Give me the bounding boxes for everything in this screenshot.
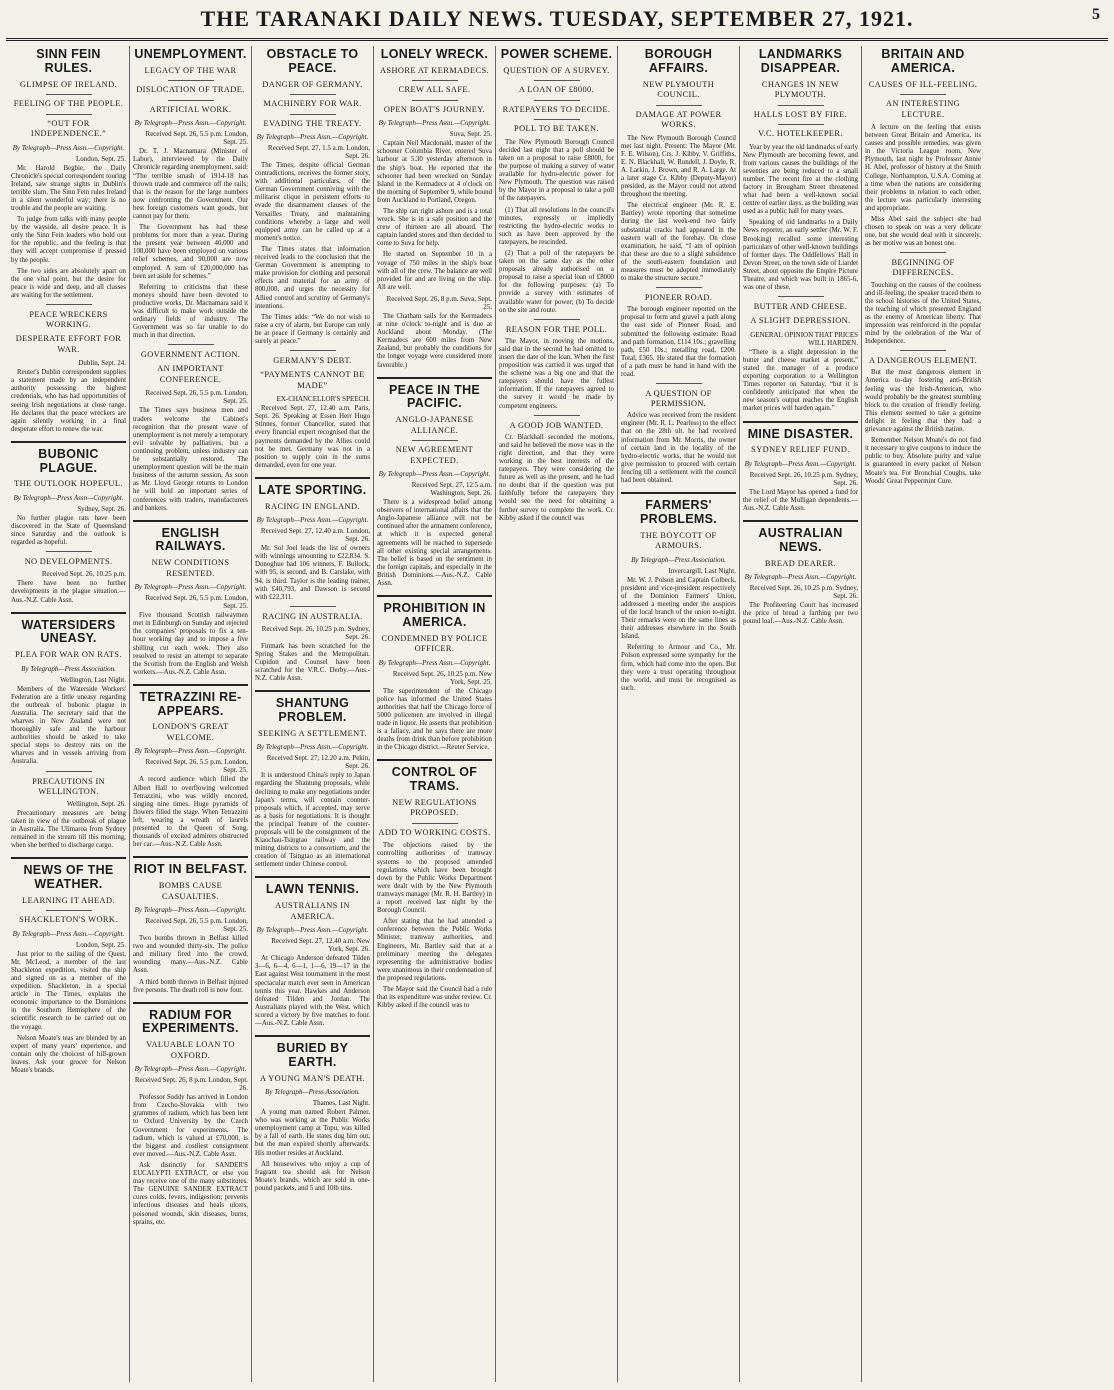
deck-rule (412, 440, 458, 441)
article-deck: RATEPAYERS TO DECIDE. (502, 104, 611, 114)
section-rule (534, 319, 580, 320)
article-dateline: By Telegraph—Press Assn.—Copyright. (378, 658, 491, 667)
story-divider (377, 595, 492, 597)
section-heading: NO DEVELOPMENTS. (24, 557, 113, 567)
section-heading: PRECAUTIONS IN WELLINGTON. (32, 776, 105, 796)
article-dateline: By Telegraph—Press Assn.—Copyright. (378, 119, 491, 128)
section-heading: GERMANY'S DEBT. (273, 356, 352, 366)
article-paragraph: Dr. T. J. Macnamara (Minister of Labor), interviewed by the Daily Chronicle regarding unemployment, said: “The terrible smash of 1914-18 has thrown trade and commerce off the rails; that is the reason for the large numbers now confronting the Government. Our best foreign customers want goods, but cannot pay for them. (133, 148, 248, 220)
deck-rule (412, 80, 458, 81)
article-headline: LATE SPORTING. (258, 482, 367, 497)
article-headline: RADIUM FOR EXPERIMENTS. (142, 1007, 239, 1036)
article (133, 1009, 248, 1227)
deck-rule (534, 80, 580, 81)
article (377, 48, 492, 370)
newspaper-columns (8, 46, 1108, 1382)
article-dateline: By Telegraph—Press Assn.—Copyright. (256, 516, 369, 525)
article (377, 384, 492, 589)
article-headline: UNEMPLOYMENT. (134, 47, 247, 61)
article-paragraph: Members of the Waterside Workers' Federation are a little uneasy regarding the outbreak of bubonic plague in Australia. The secretary said that the wharves in New Zealand were not thoroughly safe and the harbour authorities should be asked to take special steps to destroy rats on the wharves and in vessels arriving from Australia. (11, 685, 126, 766)
story-divider (255, 477, 370, 479)
article-place: Sydney, Sept. 26. (77, 504, 126, 513)
article-deck: FEELING OF THE PEOPLE. (13, 99, 124, 108)
deck-rule (46, 910, 92, 911)
story-divider (133, 684, 248, 686)
article-deck: NEW REGULATIONS PROPOSED. (392, 797, 477, 818)
article-paragraph: The superintendent of the Chicago police has informed the United States authorities that half the Chicago force of 5000 policemen are involved in illegal trade in liquor. He asserts that prohibition is a fallacy, and he says there are more deaths from drink than before prohibition in the Chicago district.—Reuter Service. (377, 687, 492, 752)
article-dateline: By Telegraph—Press Assn.—Copyright. (256, 743, 369, 752)
article (743, 48, 858, 414)
article-dateline: By Telegraph—Press Assn.—Copyright. (744, 573, 857, 582)
column (374, 46, 496, 1382)
article (133, 691, 248, 849)
section-paragraph: There have been no further developments in the plague situation.—Aus.-N.Z. Cable Assn. (11, 580, 126, 604)
article-deck: “OUT FOR INDEPENDENCE.” (30, 118, 107, 138)
section-rule (46, 304, 92, 305)
masthead (0, 0, 1114, 40)
article-paragraph: After stating that he had attended a conference between the Public Works Minister, tramway authorities, and Engineers, Mr. Bartley said that at a preliminary meeting the delegates representing the administrative bodies were unanimous in their condemnation of the proposed regulations. (377, 918, 493, 982)
column (862, 46, 984, 1382)
article-headline: ENGLISH RAILWAYS. (155, 525, 226, 554)
article-paragraph: The Times, despite official German contradictions, receives the former story, with additional particulars, of the German Government conniving with the militarist clique in persistent efforts to evade the disarmament clauses of the Versailles Treaty, and maintaining conditions whereby a large and well equipped army can be called up at a moment's notice. (255, 162, 370, 242)
article-paragraph: Mr. W. J. Polson and Captain Colbeck, president and vice-president respectively of the Dominion Farmers' Union, addressed a meeting under the auspices of the local branch of the union to-night. Their remarks were on the same lines as their addresses elsewhere in the South Island. (621, 576, 736, 641)
article-dateline: By Telegraph—Press Assn.—Copyright. (378, 470, 491, 479)
column (8, 46, 130, 1382)
article-dateline: By Telegraph—Press Association. (21, 664, 116, 673)
article-place: Received Sept. 27, 12.20 a.m. Pekin, Sept. 26. (266, 754, 370, 771)
article-deck: ANGLO-JAPANESE ALLIANCE. (395, 415, 474, 435)
article (133, 527, 248, 677)
section-paragraph: Reuter's Dublin correspondent supplies a statement made by an independent authority possessing the highest credentials, who has had opportunities of seeing Irish negotiations at close range. He declares that the peace wreckers are again silently working in a final desperate effort to renew the war. (11, 369, 126, 433)
section-rule (168, 344, 214, 345)
story-divider (133, 520, 248, 522)
section-heading: PEACE WRECKERS WORKING. (29, 310, 108, 330)
story-divider (743, 520, 858, 522)
article-deck: AUSTRALIANS IN AMERICA. (275, 901, 350, 921)
article-paragraph: There is a widespread belief among observers of international affairs that the Anglo-Japanese alliance will not be continued after the armament conference, at which it is expected general agreements will be reached to supersede all other existing special arrangements. The belief is based on the sentiment in the foreign capitals, and especially in the British Dominions.—Aus.-N.Z. Cable Assn. (377, 499, 492, 588)
section-rule (900, 252, 946, 253)
article (11, 619, 126, 851)
article-headline: BUBONIC PLAGUE. (38, 446, 99, 475)
article-place: London, Sept. 25. (76, 154, 126, 163)
article-headline: OBSTACLE TO PEACE. (266, 47, 359, 75)
article-headline: MINE DISASTER. (747, 426, 854, 441)
article-paragraph: The Mayor said the Council had a rule that its expenditure was under review. Cr. Kibby asked if the council was to (377, 985, 492, 1010)
story-divider (11, 612, 126, 614)
article-place: Received Sept. 26, 10.25 p.m. Sydney, Sept. 26. (749, 470, 858, 487)
section-rule (534, 415, 580, 416)
article (255, 697, 370, 869)
column (618, 46, 740, 1382)
article-headline: SHANTUNG PROBLEM. (275, 696, 350, 725)
article-deck: V.C. HOTELKEEPER. (758, 129, 843, 138)
deck-rule (168, 80, 214, 81)
story-divider (255, 1035, 370, 1037)
section-rule (290, 350, 336, 351)
section-paragraph: The borough engineer reported on the proposal to form and gravel a path along the east side of Pioneer Road, and submitted the following estimate: Road and path formation, £114 10s.; gravelling path, £50 10s.; metalling road, £200. Total, £365. He stated that the formation of a path must be hand in hand with the road. (621, 306, 736, 379)
article-dateline: By Telegraph—Press Assn.—Copyright. (134, 119, 247, 128)
article-deck: DAMAGE AT POWER WORKS. (635, 109, 722, 129)
article (377, 766, 492, 1010)
article (11, 448, 126, 605)
article-paragraph: Ask distinctly for SANDER'S EUCALYPTI EXTRACT, or else you may receive one of the many substitutes. The GENUINE SANDER EXTRACT cures colds, fevers, indigestion; prevents infectious diseases and heals ulcers, poisoned wounds, skin diseases, burns, sprains, etc. (133, 1161, 248, 1226)
section-heading: GOVERNMENT ACTION. (140, 350, 241, 360)
section-rule (290, 606, 336, 607)
article-place: Received Sept. 26, 5.5 p.m. London, Sept. 25. (145, 917, 248, 934)
masthead-rule (6, 38, 1108, 41)
article-deck: CHANGES IN NEW PLYMOUTH. (761, 79, 840, 99)
section-paragraph: Touching on the causes of the coolness and ill-feeling, the speaker traced them to the school histories of the United States, the teaching of which presented England as the enemy of American liberty. That impression was reinforced in the popular mind by the celebration of the War of Independence. (865, 281, 981, 346)
article (255, 1042, 370, 1193)
article-headline: SINN FEIN RULES. (36, 47, 101, 75)
article-dateline: By Telegraph—Press Assn.—Copyright. (134, 906, 247, 915)
article-paragraph: He started on September 10 in a voyage of 750 miles in the ship's boat with all of the crew. The balance are well provided for and are living on the ship. All are well. (377, 251, 492, 291)
article-paragraph: Mr. Harold Begbie, the Daily Chronicle's special correspondent touring Ireland, saw strange sights in Dublin's terrible slum. The Sinn Fein rules Ireland in a silent wonderful way; there is no trouble and the people are waiting. (11, 164, 126, 212)
article-deck: QUESTION OF A SURVEY. (503, 65, 610, 75)
section-rule (900, 350, 946, 351)
section-paragraph: The Times says business men and traders welcome the Cabinet's recognition that the present wave of unemployment is not merely a temporary evil solvable by palliatives, but a continuing problem, unless industry can be substantially restored. The unemployment question will be the main business of the autumn session. As soon as Mr. Lloyd George returns to London he will hold an important series of conferences with traders, manufacturers and bankers. (133, 407, 248, 512)
article-deck: GLIMPSE OF IRELAND. (19, 79, 118, 89)
article-dateline: By Telegraph—Press Association. (265, 1088, 360, 1097)
article-paragraph: Captain Neil Macdonald, master of the schooner Columbia River, entered Suva harbour at 5.30 yesterday afternoon in the ship's boat. He reported that the schooner had been wrecked on Sunday Island in the Kermadecs at 4 o'clock on the morning of September 9, while bound from Auckland to Portland, Oregon. (377, 140, 493, 204)
section-deck: A SLIGHT DEPRESSION. (750, 316, 851, 326)
article (377, 602, 492, 752)
article-deck: MACHINERY FOR WAR. (263, 99, 362, 108)
section-rule (656, 383, 702, 384)
section-place: Received Sept. 26, 10.25 p.m. Sydney, Sept. 26. (261, 624, 370, 641)
article (255, 484, 370, 683)
article-dateline: By Telegraph—Press Assn.—Copyright. (12, 929, 125, 938)
story-divider (621, 492, 736, 494)
deck-rule (290, 114, 336, 115)
article-paragraph: Professor Soddy has arrived in London from Czecho-Slovakia with two grammes of radium, which has been lent to Oxford University by the Czech Government for experiments. The radium, which is valued at £70,000, is the biggest and costliest consignment ever moved.—Aus.-N.Z. Cable Assn. (133, 1094, 248, 1158)
article (499, 48, 614, 523)
section-deck: DESPERATE EFFORT FOR WAR. (15, 334, 122, 354)
column (496, 46, 618, 1382)
article-headline: LONELY WRECK. (380, 47, 489, 61)
section-deck: “PAYMENTS CANNOT BE MADE” (260, 370, 365, 390)
article-dateline: By Telegraph—Press Assn.—Copyright. (256, 133, 369, 141)
article-deck: VALUABLE LOAN TO OXFORD. (146, 1040, 235, 1060)
article-paragraph: Five thousand Scottish railwaymen met in Edinburgh on Sunday and rejected the companies' proposals to fix a ten-hour working day and to impose a five shilling cut each week. They also resolved to resist an attempt to separate the Scottish from the English and Welsh workers.—Aus.-N.Z. Cable Assn. (133, 612, 248, 676)
article-paragraph: The Government has had these problems for more than a year. During the present year between 40,000 and 100,000 have been employed on various relief schemes, and 90,000 are now employed. A sum of £20,000,000 has been set aside for schemes.” (133, 224, 248, 280)
deck-rule (778, 105, 824, 106)
section-heading: REASON FOR THE POLL. (505, 324, 608, 334)
story-divider (133, 856, 248, 858)
article-headline: NEWS OF THE WEATHER. (23, 863, 114, 891)
article-place: Invercargill, Last Night. (668, 566, 736, 575)
article-deck: NEW CONDITIONS RESENTED. (151, 558, 230, 578)
story-divider (11, 857, 126, 859)
article-paragraph: The electrical engineer (Mr. R. E. Bartley) wrote reporting that sometime during the last week-end two fairly substantial cracks had appeared in the eastern wall of the forebay. On close examination, he said, “I am of opinion that these are due to a slight subsidence of the south-eastern foundation and measures must be adopted immediately to make the structure secure.” (621, 202, 736, 283)
section-heading: A QUESTION OF PERMISSION. (645, 389, 712, 409)
deck-rule (412, 823, 458, 824)
section-paragraph: But the most dangerous element in America to-day fostering anti-British feeling was the Irish-American, who would probably be the greatest stumbling block to the creation of friendly feeling. This element seemed to take a genuine delight in feeling that they had a grievance against the British nation. (865, 369, 981, 434)
article-deck: THE OUTLOOK HOPEFUL. (14, 479, 123, 489)
article-dateline: By Telegraph—Press Assn—Copyright. (13, 493, 124, 502)
article-paragraph: The Times states that information received leads to the conclusion that the German Government is attempting to make provision for clothing and personal effects and material for an army of 800,000, and urges the necessity for Allied control and scrutiny of Germany's intentions. (255, 245, 370, 310)
deck-rule (778, 124, 824, 125)
article-place: Suva, Sept. 25. (449, 130, 492, 139)
article-paragraph: Referring to Armour and Co., Mr. Polson expressed some sympathy for the firm, which had come into the open. But they were a trust operating throughout the world, and must be recognised as such. (621, 644, 736, 692)
section-place: EX-CHANCELLOR'S SPEECH. (276, 395, 370, 404)
article-place: Thames, Last Night. (312, 1099, 370, 1108)
article-paragraph: Just prior to the sailing of the Quest, Mr. McLeod, a member of the last Shackleton expedition, visited the ship and signed on as a member of the expedition. Shackleton, in a special article in The Times, explains the economic importance to the Dominions in the Southern Hemisphere of the scientific research to be carried out on the voyage. (11, 950, 126, 1031)
column (740, 46, 862, 1382)
story-divider (255, 690, 370, 692)
story-divider (377, 759, 492, 761)
article-deck: LONDON'S GREAT WELCOME. (152, 722, 229, 742)
article-deck: EVADING THE TREATY. (263, 118, 362, 128)
page-number: 5 (1092, 6, 1100, 23)
article-paragraph: The Times adds: “We do not wish to raise a cry of alarm, but Europe can only be at peace if Germany is certainly and surely at peace.” (255, 313, 370, 345)
deck-rule (46, 114, 92, 115)
story-divider (255, 876, 370, 878)
article-headline: TETRAZZINI RE-APPEARS. (139, 689, 242, 718)
article-deck: OPEN BOAT'S JOURNEY. (383, 104, 486, 114)
article-dateline: By Telegraph—Press Assn.—Copyright. (256, 926, 369, 935)
article-paragraph: A lecture on the feeling that exists between Great Britain and America, its causes and possible remedies, was given in the Victoria League room, New Plymouth, last night by Professor Annie H. Abel, professor of history at the Smith College, Northampton, U.S.A. Coming at a time when the nations are considering their problems in relation to each other, the lecture was particularly interesting and appropriate. (865, 124, 981, 212)
article-paragraph: The New Plymouth Borough Council decided last night that a poll should be taken on a proposal to raise £8000, for the purpose of making a survey of water available for hydro-electric power for New Plymouth. The question was raised by the Mayor in a proposal to take a poll of the ratepayers. (499, 138, 614, 203)
article-paragraph: A record audience which filled the Albert Hall to overflowing welcomed Tetrazzini, who was wildly encored, singing nine times. Huge pyramids of flowers filled the stage. When Tetrazzini left, wearing a wreath of laurels presented to the Queen of Song, thousands of excited admirers obstructed her car.—Aus.-N.Z. Cable Assn. (133, 776, 248, 849)
article-deck: HALLS LOST BY FIRE. (753, 109, 848, 119)
story-divider (743, 421, 858, 423)
article-deck: ARTIFICIAL WORK. (149, 104, 232, 114)
article-deck: SHACKLETON'S WORK. (19, 915, 118, 925)
article-paragraph: A third bomb thrown in Belfast injured five persons. The death roll is now four. (133, 978, 248, 994)
article-paragraph: At Chicago Anderson defeated Tilden 3—6, 6—4, 6—1, 1—6, 19—17 in the East against West tournament in the most spectacular match ever seen in American tennis this year. Hawkes and Anderson defeated Tilden and Jordan. The Australians played with the West, which scored a victory by five matches to four.—Aus.-N.Z. Cable Assn. (255, 955, 370, 1027)
article-deck: THE BOYCOTT OF ARMOURS. (640, 530, 717, 551)
advertisement-paragraph: Remember Nelson Moate's do not find it necessary to give coupons to induce the public to buy. Absolute purity and value is guaranteed in every packet of Nelson Moate's tea. For Bronchial Coughs, take Woods' Great Peppermint Cure. (865, 437, 981, 485)
section-deck: AN IMPORTANT CONFERENCE. (157, 364, 224, 384)
deck-rule (290, 94, 336, 95)
article-place: London, Sept. 25. (76, 940, 126, 949)
article (11, 864, 126, 1075)
article-deck: ASHORE AT KERMADECS. (379, 65, 490, 75)
section-rule (656, 287, 702, 288)
article-paragraph: The Lord Mayor has opened a fund for the relief of the Mulligan dependents.—Aus.-N.Z. Cable Assn. (743, 488, 858, 512)
article-headline: RIOT IN BELFAST. (133, 862, 248, 877)
article-headline: PEACE IN THE PACIFIC. (388, 382, 481, 411)
section-heading: RACING IN AUSTRALIA. (262, 611, 363, 621)
article-paragraph: The Profiteering Court has increased the price of bread a farthing per two pound loaf.—Aus.-N.Z. Cable Assn. (743, 602, 858, 626)
article-deck: CREW ALL SAFE. (398, 85, 471, 95)
article-deck: LEARNING IT AHEAD. (22, 895, 115, 905)
article-place: Received Sept. 27, 12.40 a.m. New York, Sept. 26. (271, 937, 370, 954)
article (621, 499, 736, 693)
article-deck: BOMBS CAUSE CASUALTIES. (158, 881, 223, 901)
article (743, 527, 858, 626)
article-deck: POLL TO BE TAKEN. (514, 124, 599, 134)
article-deck: A LOAN OF £8000. (518, 85, 595, 95)
section-paragraph: Precautionary measures are being taken in view of the outbreak of plague in Australia. The Ulimaroa from Sydney remained in the stream till this morning, when she berthed to discharge cargo. (11, 809, 126, 850)
article-headline: LANDMARKS DISAPPEAR. (758, 47, 843, 75)
article-paragraph: Nelson Moate's teas are blended by an expert of many years' experience, and contain only the choicest of hill-grown leaves. Ask your grocer for Nelson Moate's brands. (11, 1034, 126, 1075)
article-paragraph: (2) That a poll of the ratepayers be taken on the same day as the other proposals already authorised on a proposal to raise a special loan of £8000 for the following purposes: (a) To provide a survey with estimates of available water for power; (b) To decide on the site and route. (499, 249, 614, 314)
article (255, 48, 370, 470)
article-headline: AUSTRALIAN NEWS. (758, 526, 843, 554)
article-deck: DISLOCATION OF TRADE. (136, 85, 245, 95)
article-dateline: By Telegraph—Press Assn.—Copyright. (134, 583, 247, 592)
article-headline: FARMERS' PROBLEMS. (639, 498, 717, 526)
article-paragraph: Speaking of old landmarks to a Daily News reporter, an early settler (Mr. W. F. Brooking) recalled some interesting particulars of other well-known buildings of former days. The Oddfellows' Hall in Devon Street, on the town side of Liardet Street, about opposite the Empire Picture Theatre, and which was built in 1865-6, was one of these. (743, 219, 858, 292)
article-paragraph: The two sides are absolutely apart on the one vital point, but the desire for peace is wide and deep, and all classes are waiting for the settlement. (11, 267, 126, 299)
deck-rule (656, 105, 702, 106)
article-deck: BREAD DEARER. (764, 558, 837, 568)
section-paragraph: The Mayor, in moving the motions, said that in the second he had omitted to insert the date of the loan. When the first proposition was carried it was urged that the scheme was a big one and that the ratepayers should have the fullest information. If the ratepayers agreed to the survey it would be made by competent engineers. (499, 337, 614, 410)
story-divider (377, 377, 492, 379)
deck-rule (46, 94, 92, 95)
article-deck: SEEKING A SETTLEMENT. (258, 728, 367, 738)
section-place: Received Sept. 26, 10.25 p.m. (41, 570, 126, 579)
article-headline: BRITAIN AND AMERICA. (881, 47, 965, 75)
story-divider (11, 441, 126, 443)
article-deck: PLEA FOR WAR ON RATS. (15, 650, 122, 660)
section-paragraph: Finmark has been scratched for the Spring Stakes and the Metropolitan. Cupidon and Counsel have been scratched for the V.R.C. Derby.—Aus.-N.Z. Cable Assn. (255, 642, 370, 683)
section-paragraph: The Chatham sails for the Kermadecs at nine o'clock to-night and is due at Auckland about Monday. (The Kermadecs are 600 miles from New Zealand, but probably the conditions for the longer voyage were considered more favorable.) (377, 312, 492, 369)
article-deck: CONDEMNED BY POLICE OFFICER. (381, 633, 488, 654)
article-paragraph: A young man named Robert Palmer, who was working at the Public Works unemployment camp at Topu, was killed by a fall of earth. He states dug him out, but the man expired shortly afterwards. His mother resides at Auckland. (255, 1109, 370, 1157)
article-place: Received Sept. 26, 8 p.m. London, Sept. 26. (134, 1076, 248, 1093)
section-heading: BEGINNING OF DIFFERENCES. (891, 258, 955, 278)
section-paragraph: Cr. Blackhall seconded the motions, and said he believed the move was in the right direction, and that they were working in the best interests of the ratepayers. They were considering the future as well as the present, and he had no doubt that if the question was put faithfully before the ratepayers they would see the need for obtaining a further survey to complete the work. Cr. Kibby asked if the council was (499, 433, 614, 522)
article-headline: WATERSIDERS UNEASY. (21, 617, 116, 646)
article-paragraph: Two bombs thrown in Belfast killed two and wounded thirty-six. The police and military fired into the crowd, wounding many.—Aus.-N.Z. Cable Assn. (133, 935, 248, 975)
article-place: Received Sept. 26, 10.25 p.m. New York, Sept. 25. (392, 669, 492, 686)
section-heading: A GOOD JOB WANTED. (509, 420, 604, 430)
article-paragraph: Miss Abel said the subject she had chosen to speak on was a very delicate one, but she would deal with it sincerely, as her motive was an honest one. (865, 216, 981, 248)
article-dateline: By Telegraph—Press Association. (631, 555, 726, 564)
article-deck: LEGACY OF THE WAR (144, 65, 237, 75)
article-dateline: By Telegraph—Press Assn.—Copyright. (134, 747, 247, 756)
article-paragraph: Year by year the old landmarks of early New Plymouth are becoming fewer, and from various causes the buildings of the seventies are being reduced to a small number. The recent fire at the clothing factory in Brougham Street threatened what had been a well-known social centre of earlier days, as the building was used as a public hall for many years. (743, 143, 858, 216)
article-place: Received Sept. 27, 1.5 a.m. London, Sept. 26. (267, 144, 370, 160)
article (11, 48, 126, 434)
section-heading: BUTTER AND CHEESE. (753, 302, 848, 312)
article (865, 48, 981, 486)
article (133, 863, 248, 994)
article-paragraph: No further plague rats have been discovered in the State of Queensland since Saturday and the outlook is regarded as hopeful. (11, 514, 126, 547)
section-rule (778, 296, 824, 297)
article-place: Received Sept. 27, 12.5 a.m. Washington, Sept. 26. (411, 481, 492, 498)
article-deck: DANGER OF GERMANY. (262, 79, 363, 89)
article-headline: POWER SCHEME. (500, 47, 613, 61)
article-place: Received Sept. 26, 10.25 p.m. Sydney, Sept. 26. (749, 584, 858, 601)
deck-rule (900, 94, 946, 95)
article-paragraph: It is understood China's reply to Japan regarding the Shantung proposals, while declining to make any negotiations under Japan's terms, will contain counter-proposals which, if accepted, may serve as a basis for negotiations. It is thought the principal feature of the counter-proposals will be the consignment of the Kiaochau-Tsingtao railway and the mining districts to a consortium, and the creation of Tsingtao as an international settlement under Chinese control. (255, 772, 370, 869)
article-paragraph: Referring to criticisms that these moneys should have been devoted to productive works, Dr. Macnamara said it was difficult to make work outside the ordinary fields of industry. The Government was so far unable to do much in that direction. (133, 283, 248, 340)
article-dateline: By Telegraph—Press Assn.—Copyright. (134, 1065, 247, 1074)
section-place: Received Sept. 26, 8 p.m. Suva, Sept. 25. (386, 294, 492, 311)
article-deck: NEW AGREEMENT EXPECTED. (395, 445, 474, 465)
article-paragraph: To judge from talks with many people by the wayside, all desire peace. It is only the Sinn Fein leaders who hold out for the republic, and the feeling is that they will accept compromise if pressed by the people. (11, 216, 126, 264)
article-deck: CAUSES OF ILL-FEELING. (868, 79, 978, 89)
section-heading: A DANGEROUS ELEMENT. (869, 356, 977, 366)
article-paragraph: (1) That all resolutions in the council's minutes, expressly or impliedly restricting the hydro-electric works to such as have been approved by the ratepayers, be rescinded. (499, 206, 614, 246)
article (133, 48, 248, 513)
article-dateline: By Telegraph—Press Assn.—Copyright. (744, 459, 857, 468)
deck-rule (534, 100, 580, 101)
article-paragraph: The objections raised by the controlling authorities of tramway systems to the proposed amended regulations which have been brought down by the Public Works Department were dealt with by the New Plymouth tramways manager (Mr. R. H. Bartley) in a report received last night by the Borough Council. (377, 842, 492, 915)
article (255, 883, 370, 1028)
article-place: Received Sept. 26, 5.5 p.m. London, Sept. 25. (145, 594, 248, 611)
column (252, 46, 374, 1382)
article-headline: CONTROL OF TRAMS. (391, 765, 478, 794)
article-headline: PROHIBITION IN AMERICA. (383, 601, 486, 629)
article-headline: BURIED BY EARTH. (276, 1041, 349, 1069)
article-place: Wellington, Last Night. (60, 675, 126, 684)
article-place: Received Sept. 26, 5.5 p.m. London, Sept. 25. (145, 130, 248, 147)
article-deck: NEW PLYMOUTH COUNCIL. (642, 79, 715, 99)
article-headline: BOROUGH AFFAIRS. (644, 47, 713, 75)
article (621, 48, 736, 485)
newspaper-title: THE TARANAKI DAILY NEWS. TUESDAY, SEPTEMBER 27, 1921. (200, 6, 914, 31)
article (743, 428, 858, 514)
story-divider (133, 1002, 248, 1004)
article-deck: A YOUNG MAN'S DEATH. (259, 1073, 366, 1083)
deck-rule (168, 100, 214, 101)
section-place: Wellington, Sept. 26. (66, 799, 126, 808)
section-rule (46, 771, 92, 772)
section-rule (46, 551, 92, 552)
article-paragraph: The New Plymouth Borough Council met last night. Present: The Mayor (Mr. F. E. Wilson), Crs. J. Kibby, V. Griffiths, E. N. Blackhall, W. Rundell, J. Doyle, R. A. Larkin, J. Brown, and R. A. Large. At a later stage Cr. Kibby (Deputy-Mayor) presided, as the Mayor could not attend throughout the meeting. (621, 134, 736, 199)
article-paragraph: All housewives who enjoy a cup of fragrant tea should ask for Nelson Moate's brands, which are sold in one-pound packets, and 5 and 10lb tins. (255, 1160, 370, 1192)
section-paragraph: Received Sept. 27, 12.40 a.m. Paris, Sept. 26. Speaking at Essen Herr Hugo Stinnes, former Chancellor, stated that every financial expert recognised that the payments demanded by the Allies could not be met. Germany was not in a position to supply coin in the sums demanded, even for one year. (255, 405, 370, 469)
article-headline: LAWN TENNIS. (265, 882, 360, 897)
article-place: Received Sept. 26, 5.5 p.m. London, Sept. 25. (145, 758, 248, 775)
article-dateline: By Telegraph—Press Assn.—Copyright. (12, 143, 125, 152)
article-paragraph: Mr. Sol Joel leads the list of owners with winnings amounting to £22,834. S. Donoghue had 106 winners, F. Bullock, with 95, is second, and B. Carslake, with 94, is third. Taylor is the leading trainer, with £40,793, and Dawson is second with £22,311. (255, 545, 370, 601)
deck-rule (412, 100, 458, 101)
section-place: Dublin, Sept. 24. (78, 359, 126, 368)
section-heading: PIONEER ROAD. (644, 293, 713, 303)
article-place: Received Sept. 27, 12.40 a.m. London, Sept. 26. (260, 527, 370, 544)
article-deck: ADD TO WORKING COSTS. (378, 827, 491, 837)
section-paragraph: Advice was received from the resident engineer (Mr. R. L. Pearless) to the effect that on the 28th ult. he had received information from Mr. Morris, the owner of certain land in the locality of the hydro-electric works, that he would not give permission to proceed with certain fencing till a settlement with the council had been obtained. (621, 412, 736, 485)
article-deck: SYDNEY RELIEF FUND. (751, 445, 850, 455)
deck-rule (534, 119, 580, 120)
article-deck: AN INTERESTING LECTURE. (885, 99, 961, 119)
section-paragraph: “There is a slight depression in the butter and cheese market at present,” stated the manager of a produce exporting corporation to a Wellington Times reporter on Saturday, “but it is confidently anticipated that when the new season's output reaches the English market prices will harden again.” (743, 348, 858, 413)
article-deck: RACING IN ENGLAND. (265, 501, 360, 511)
article-paragraph: The ship ran right ashore and is a total wreck. She is in a safe position and the crew of thirteen are all aboard. The captain landed stores and then decided to come to Suva for help. (377, 208, 492, 248)
section-place: Received Sept. 26, 5.5 p.m. London, Sept. 25. (145, 389, 248, 406)
column (130, 46, 252, 1382)
section-place: GENERAL OPINION THAT PRICES WILL HARDEN. (750, 330, 858, 347)
